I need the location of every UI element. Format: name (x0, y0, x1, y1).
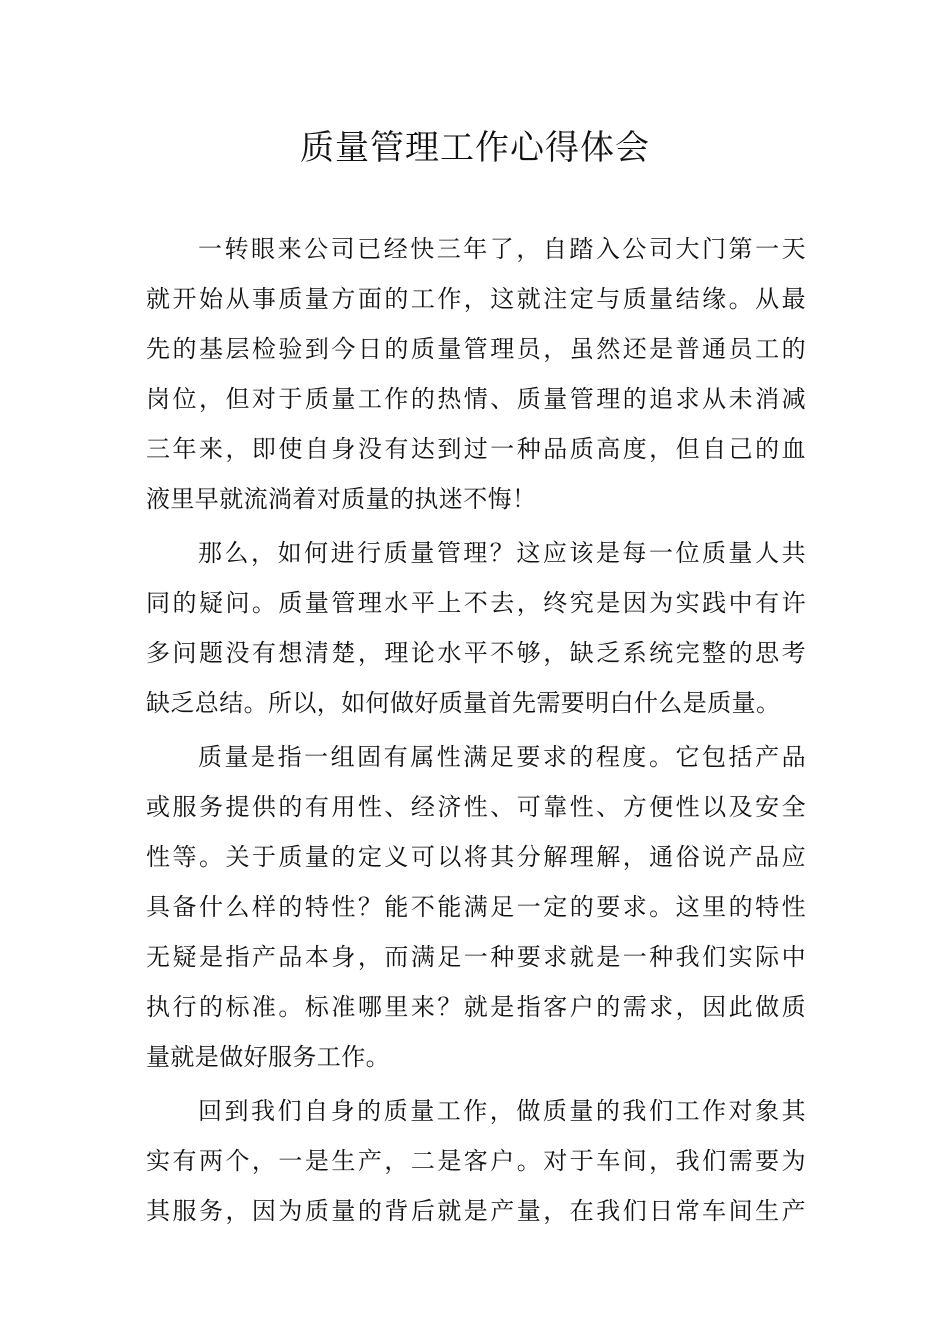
paragraph-line: 缺乏总结。所以，如何做好质量首先需要明白什么是质量。 (146, 689, 781, 717)
paragraph-line: 无疑是指产品本身，而满足一种要求就是一种我们实际中 (146, 943, 806, 971)
paragraph-1 (146, 224, 806, 524)
paragraph-line: 多问题没有想清楚，理论水平不够，缺乏系统完整的思考 (146, 639, 806, 667)
paragraph-line: 具备什么样的特性？能不能满足一定的要求。这里的特性 (146, 893, 806, 921)
paragraph-line: 就开始从事质量方面的工作，这就注定与质量结缘。从最 (146, 285, 806, 313)
paragraph-line: 回到我们自身的质量工作，做质量的我们工作对象其 (198, 1097, 806, 1125)
paragraph-line: 液里早就流淌着对质量的执迷不悔！ (146, 485, 537, 513)
paragraph-line: 一转眼来公司已经快三年了，自踏入公司大门第一天 (198, 235, 806, 263)
paragraph-4 (146, 1086, 806, 1236)
document-title: 质量管理工作心得体会 (300, 128, 650, 168)
document-body (146, 224, 806, 1236)
paragraph-line: 先的基层检验到今日的质量管理员，虽然还是普通员工的 (146, 335, 806, 363)
paragraph-line: 执行的标准。标准哪里来？就是指客户的需求，因此做质 (146, 993, 806, 1021)
paragraph-line: 实有两个，一是生产，二是客户。对于车间，我们需要为 (146, 1147, 806, 1175)
paragraph-line: 量就是做好服务工作。 (146, 1043, 390, 1071)
paragraph-2 (146, 528, 806, 728)
paragraph-line: 或服务提供的有用性、经济性、可靠性、方便性以及安全 (146, 793, 806, 821)
paragraph-line: 三年来，即使自身没有达到过一种品质高度，但自己的血 (146, 435, 806, 463)
paragraph-line: 质量是指一组固有属性满足要求的程度。它包括产品 (198, 743, 806, 771)
paragraph-line: 那么，如何进行质量管理？这应该是每一位质量人共 (198, 539, 806, 567)
paragraph-3 (146, 732, 806, 1082)
paragraph-line: 性等。关于质量的定义可以将其分解理解，通俗说产品应 (146, 843, 806, 871)
paragraph-line: 其服务，因为质量的背后就是产量，在我们日常车间生产 (146, 1197, 806, 1225)
paragraph-line: 同的疑问。质量管理水平上不去，终究是因为实践中有许 (146, 589, 806, 617)
paragraph-line: 岗位，但对于质量工作的热情、质量管理的追求从未消减 (146, 385, 806, 413)
